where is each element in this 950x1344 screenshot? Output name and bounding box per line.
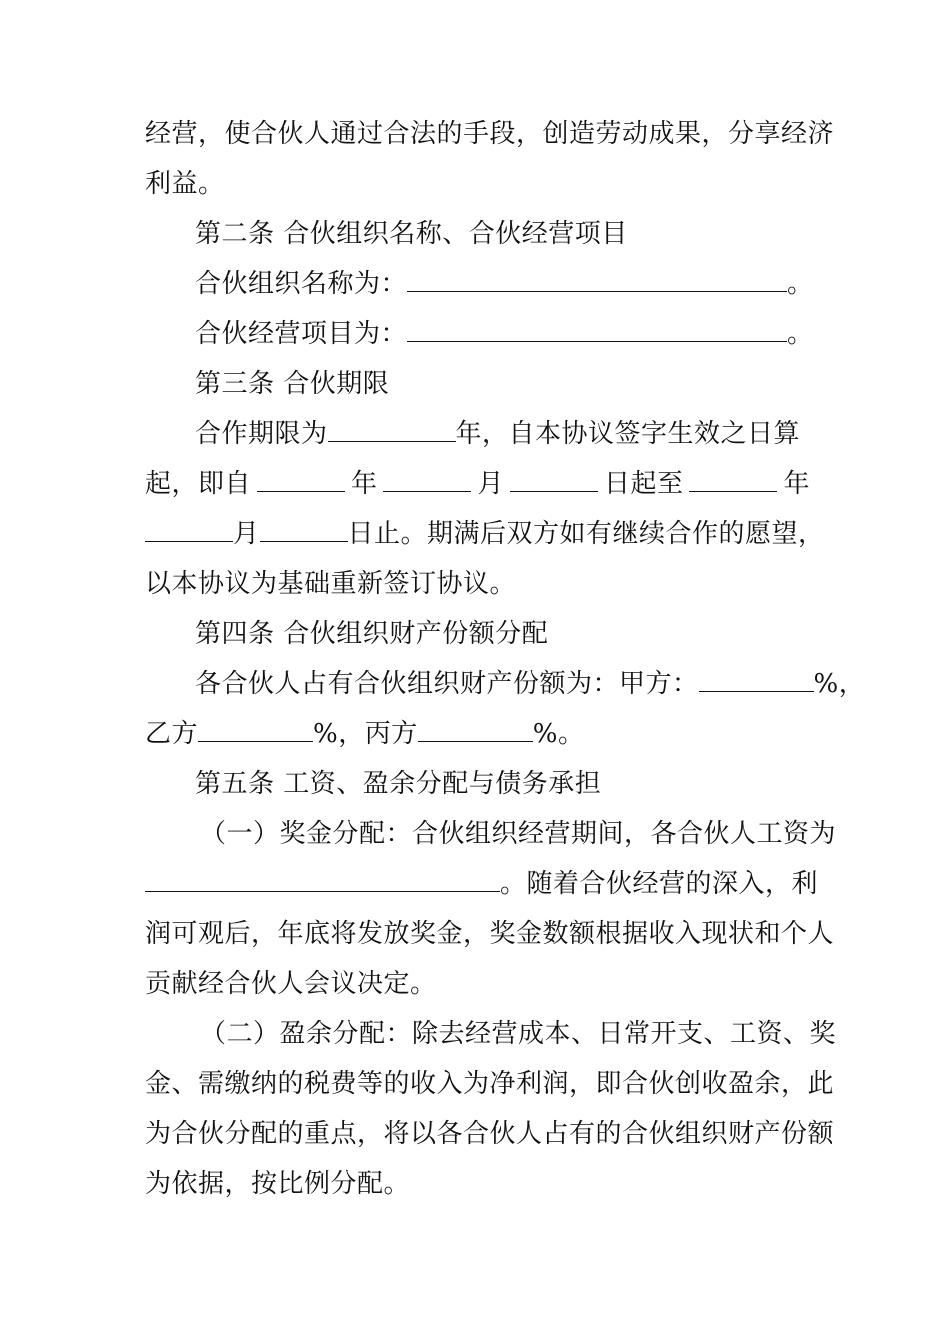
article-3-title: 第三条 合伙期限 bbox=[195, 369, 390, 399]
party-a-share-blank bbox=[699, 667, 814, 692]
end-day-blank bbox=[260, 517, 348, 542]
bonus-line-1: （一）奖金分配：合伙组织经营期间，各合伙人工资为 bbox=[200, 819, 837, 849]
salary-blank bbox=[145, 867, 500, 892]
end-month-blank bbox=[145, 517, 233, 542]
term-text: 月 bbox=[477, 469, 504, 499]
term-text: 年，自本协议签字生效之日算 bbox=[455, 419, 801, 449]
project-blank bbox=[407, 317, 787, 342]
paragraph-line: 润可观后，年底将发放奖金，奖金数额根据收入现状和个人 bbox=[145, 919, 835, 949]
paragraph-line: 贡献经合伙人会议决定。 bbox=[145, 969, 437, 999]
term-label: 合作期限为 bbox=[195, 419, 328, 449]
article-2-title: 第二条 合伙组织名称、合伙经营项目 bbox=[195, 219, 628, 249]
project-end: 。 bbox=[787, 319, 814, 349]
article-4-title: 第四条 合伙组织财产份额分配 bbox=[195, 619, 549, 649]
end-year-blank bbox=[689, 467, 777, 492]
project-label: 合伙经营项目为： bbox=[195, 319, 408, 349]
share-text: %。 bbox=[532, 719, 585, 749]
start-month-blank bbox=[383, 467, 471, 492]
paragraph-line: 金、需缴纳的税费等的收入为净利润，即合伙创收盈余，此 bbox=[145, 1069, 835, 1099]
article-5-title: 第五条 工资、盈余分配与债务承担 bbox=[195, 769, 602, 799]
term-text: 日止。期满后双方如有继续合作的愿望， bbox=[347, 519, 825, 549]
share-text: %， bbox=[813, 669, 866, 699]
org-name-line bbox=[195, 267, 814, 301]
project-line bbox=[195, 317, 814, 351]
paragraph-line: 为依据，按比例分配。 bbox=[145, 1169, 411, 1199]
org-name-label: 合伙组织名称为： bbox=[195, 269, 408, 299]
term-text: 起，即自 bbox=[145, 469, 252, 499]
term-text: 年 bbox=[350, 469, 378, 499]
party-c-share-blank bbox=[418, 717, 533, 742]
org-name-blank bbox=[407, 267, 787, 292]
paragraph-line: 为合伙分配的重点，将以各合伙人占有的合伙组织财产份额 bbox=[145, 1119, 835, 1149]
share-text: 乙方 bbox=[145, 719, 199, 749]
paragraph-line: 以本协议为基础重新签订协议。 bbox=[145, 569, 517, 599]
party-b-share-blank bbox=[198, 717, 313, 742]
start-day-blank bbox=[510, 467, 598, 492]
term-years-blank bbox=[328, 417, 456, 442]
term-text: 年 bbox=[783, 469, 810, 499]
paragraph-line: 经营，使合伙人通过合法的手段，创造劳动成果，分享经济 bbox=[145, 119, 835, 149]
org-name-end: 。 bbox=[787, 269, 814, 299]
bonus-line-2 bbox=[145, 867, 819, 901]
term-line-1 bbox=[195, 417, 810, 451]
share-line-1 bbox=[195, 667, 866, 701]
share-text: %，丙方 bbox=[313, 719, 418, 749]
share-line-2 bbox=[145, 717, 810, 751]
paragraph-line: 利益。 bbox=[145, 169, 225, 199]
share-text: 各合伙人占有合伙组织财产份额为：甲方： bbox=[195, 669, 699, 699]
start-year-blank bbox=[257, 467, 345, 492]
term-text: 月 bbox=[233, 519, 260, 549]
term-line-2 bbox=[145, 467, 810, 501]
profit-line-1: （二）盈余分配：除去经营成本、日常开支、工资、奖 bbox=[200, 1019, 837, 1049]
bonus-text: 。随着合伙经营的深入，利 bbox=[500, 869, 819, 899]
term-text: 日起至 bbox=[603, 469, 684, 499]
term-line-3 bbox=[145, 517, 825, 551]
